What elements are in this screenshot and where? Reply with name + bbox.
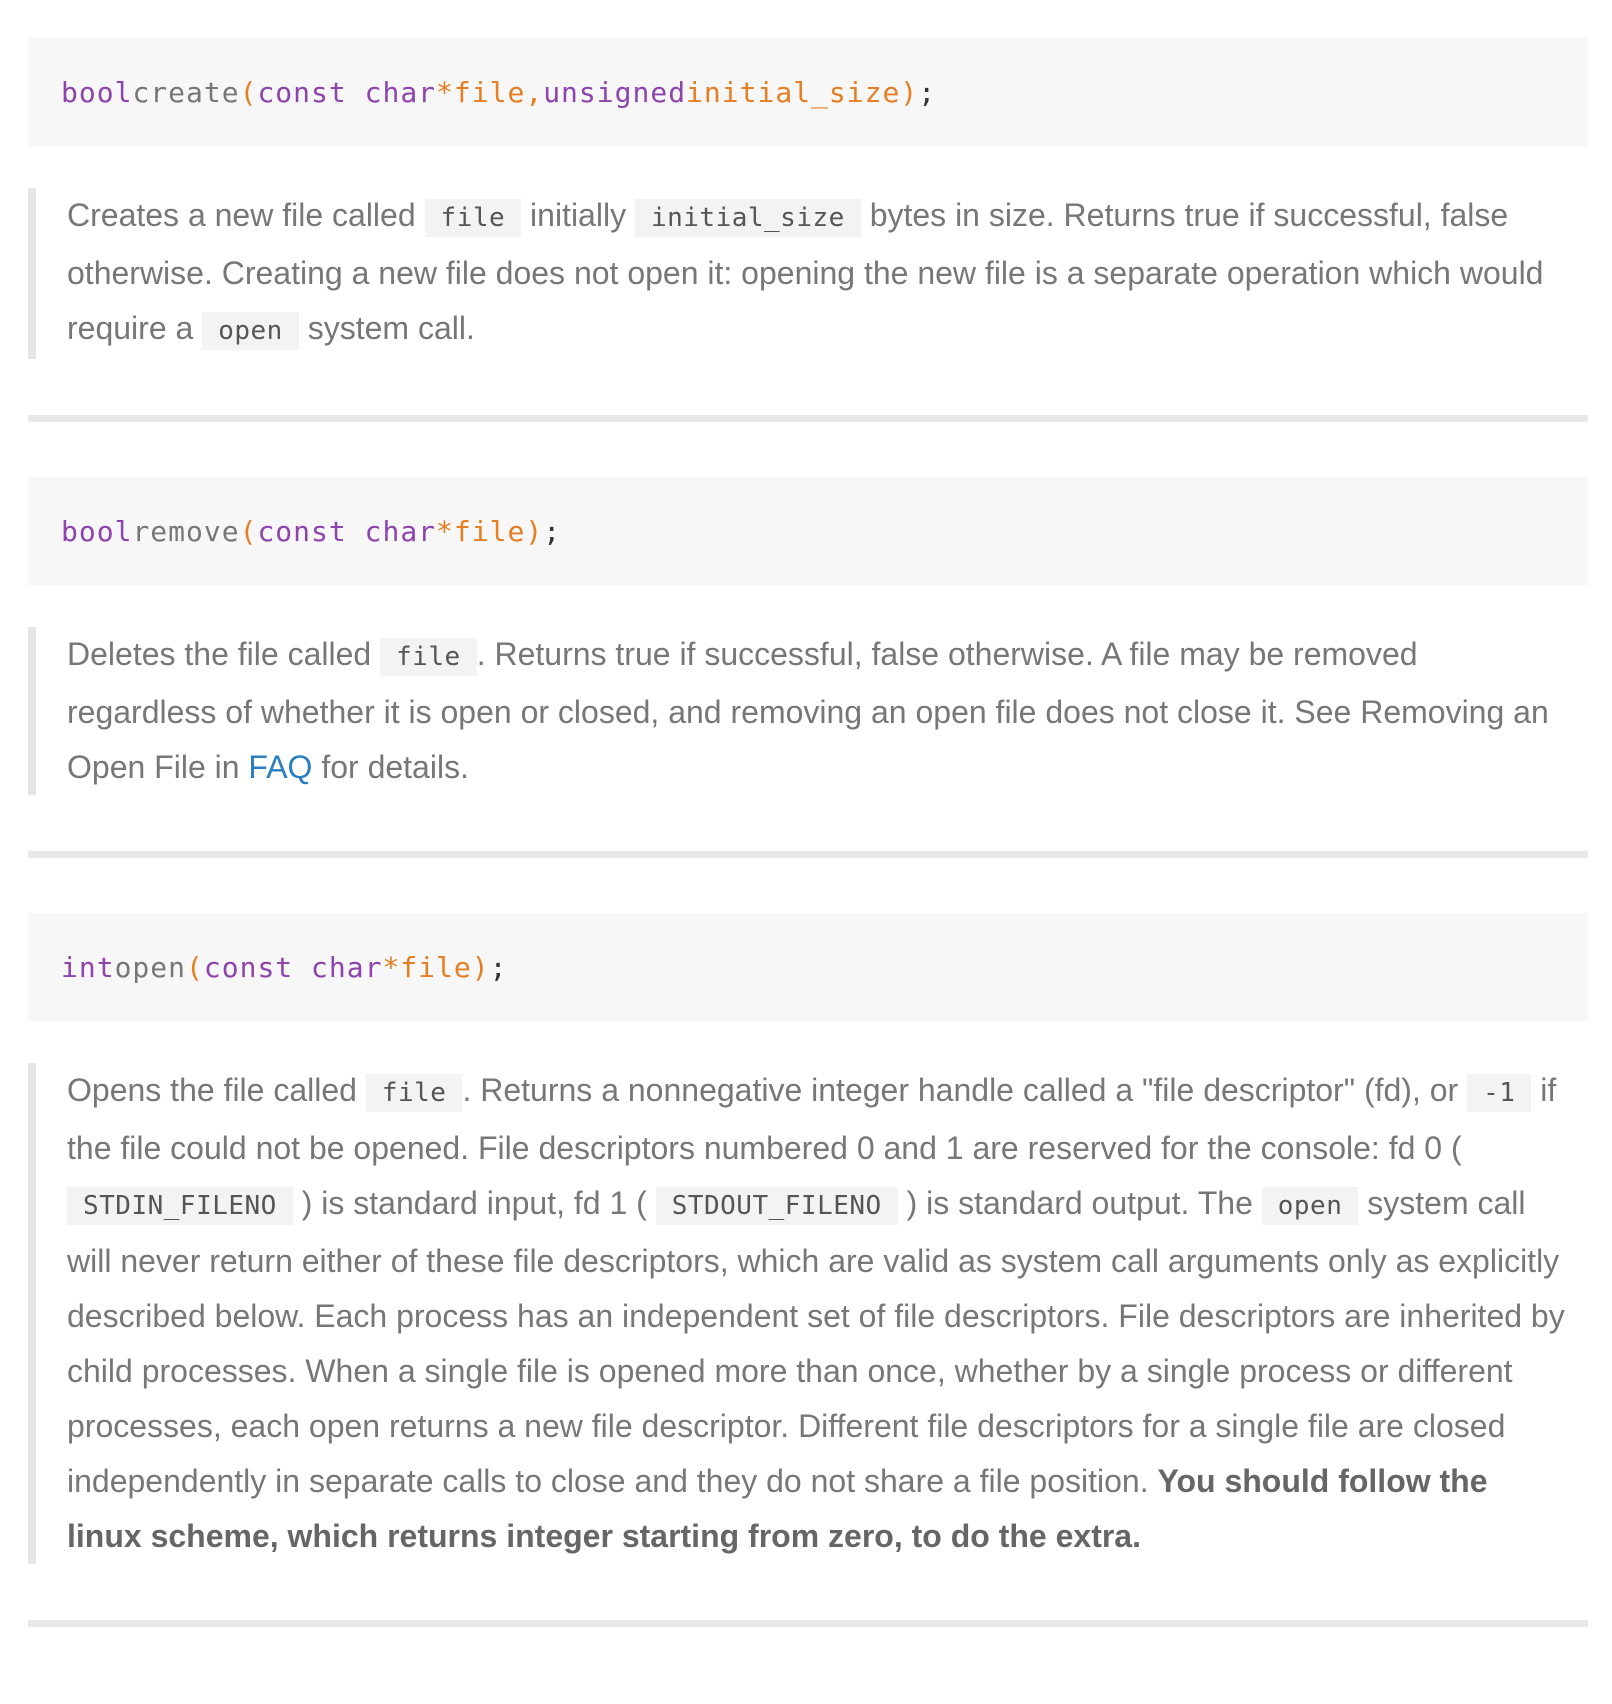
inline-code: open [202, 312, 299, 350]
description-create [28, 188, 1588, 359]
description-remove [28, 627, 1588, 795]
desc-text: initially [521, 197, 635, 233]
desc-text: system call. [298, 310, 475, 346]
semicolon: ; [489, 950, 508, 984]
semicolon: ; [543, 514, 562, 548]
emphasis-note: You should follow the linux scheme, which returns integer starting from zero, to do the extra. [67, 1463, 1488, 1554]
inline-code: file [380, 638, 477, 676]
desc-text: ) is standard output. The [897, 1185, 1262, 1221]
desc-text: Creates a new file called [67, 197, 425, 233]
inline-code: file [366, 1074, 463, 1112]
desc-text: bytes in size. Returns true if successful, false otherwise. Creating a new file does not open it: opening the new file is a separate operation which would require a [67, 197, 1544, 346]
return-type: bool [61, 75, 133, 109]
function-name: open [114, 950, 187, 984]
semicolon: ; [918, 75, 937, 109]
return-type: bool [61, 514, 133, 548]
return-type: int [61, 950, 115, 984]
param-type: const char [203, 950, 383, 984]
param-name: *file) [436, 514, 544, 548]
param-name: *file, [436, 75, 544, 109]
desc-text: for details. [312, 749, 469, 785]
signature-open [28, 913, 1588, 1021]
paren-open: ( [186, 950, 204, 984]
param-type: unsigned [543, 75, 687, 109]
inline-code: STDOUT_FILENO [656, 1187, 898, 1225]
divider [28, 851, 1588, 858]
desc-text: . Returns a nonnegative integer handle called a "file descriptor" (fd), or [462, 1072, 1468, 1108]
param-name: initial_size) [686, 75, 919, 109]
inline-code: initial_size [635, 199, 861, 237]
inline-code: open [1262, 1187, 1359, 1225]
syscall-doc-page [28, 38, 1588, 1682]
desc-text: . Returns true if successful, false otherwise. A file may be removed regardless of whether it is open or closed, and removing an open file does not close it. See Removing an Open File in [67, 636, 1549, 785]
param-type: const char [257, 514, 437, 548]
divider [28, 1620, 1588, 1627]
faq-link[interactable]: FAQ [248, 749, 313, 785]
desc-text: system call will never return either of these file descriptors, which are valid as system call arguments only as explicitly described below. Each process has an independent set of file descriptors. File descriptors are inherited by child processes. When a single file is opened more than once, whether by a single process or different processes, each open returns a new file descriptor. Different file descriptors for a single file are closed independently in separate calls to close and they do not share a file position. [67, 1185, 1565, 1499]
paren-open: ( [239, 75, 258, 109]
desc-text: ) is standard input, fd 1 ( [292, 1185, 656, 1221]
inline-code: STDIN_FILENO [67, 1187, 293, 1225]
paren-open: ( [239, 514, 258, 548]
function-name: remove [132, 514, 240, 548]
desc-text: Opens the file called [67, 1072, 366, 1108]
signature-create [28, 38, 1588, 146]
inline-code: -1 [1467, 1074, 1531, 1112]
desc-text: if the file could not be opened. File descriptors numbered 0 and 1 are reserved for the console: fd 0 ( [67, 1072, 1557, 1166]
divider [28, 415, 1588, 422]
description-open [28, 1063, 1588, 1564]
param-type: const char [257, 75, 437, 109]
inline-code: file [425, 199, 522, 237]
desc-text: Deletes the file called [67, 636, 381, 672]
signature-remove [28, 477, 1588, 585]
param-name: *file) [382, 950, 490, 984]
function-name: create [132, 75, 240, 109]
